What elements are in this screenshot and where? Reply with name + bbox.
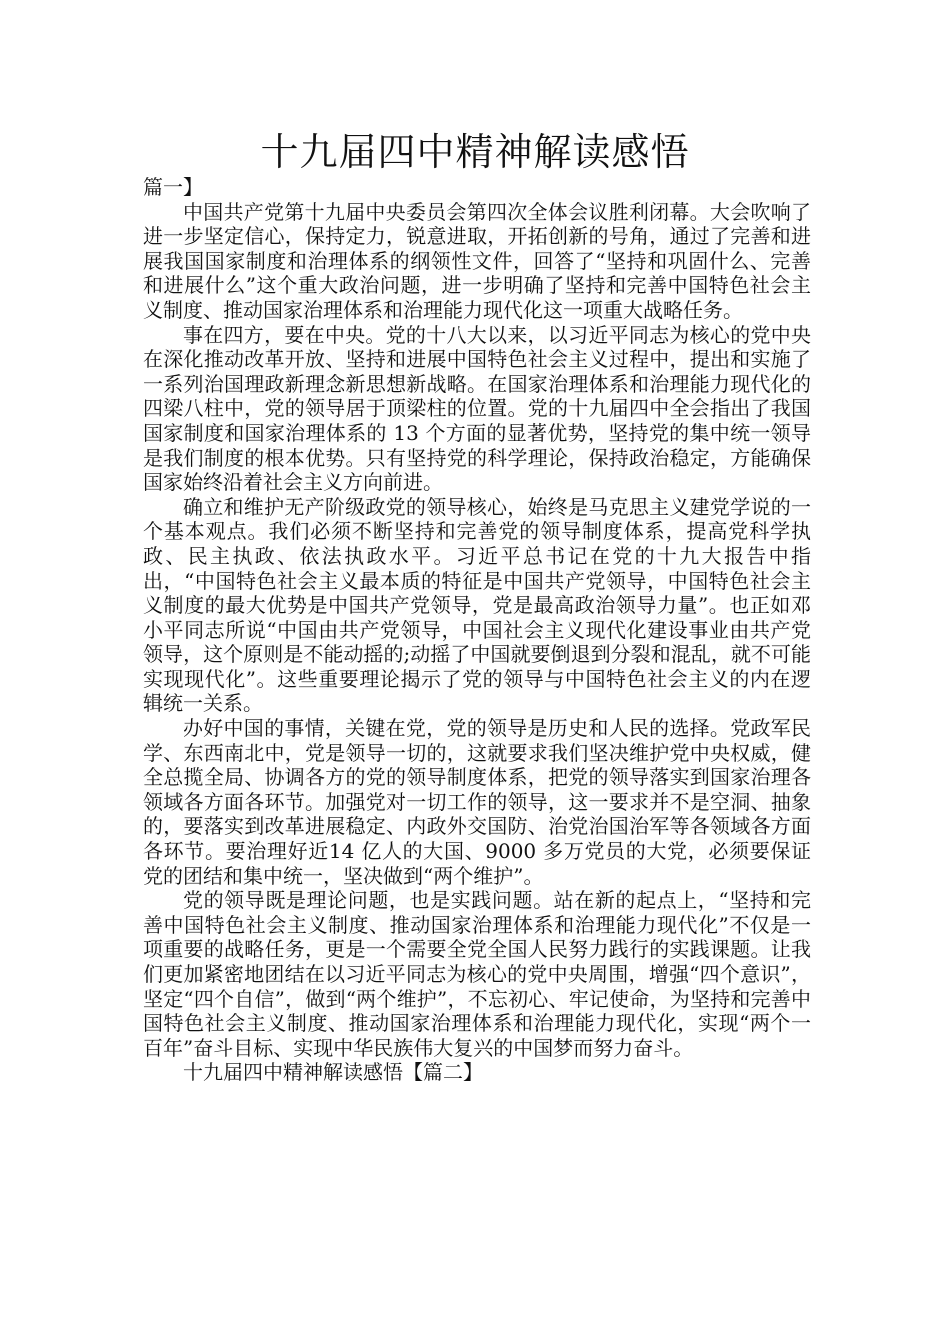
paragraph-3: 确立和维护无产阶级政党的领导核心，始终是马克思主义建党学说的一个基本观点。我们必须不断坚持和完善党的领导制度体系，提高党科学执政、民主执政、依法执政水平。习近平总书记在党的十九大报告中指出，“中国特色社会主义最本质的特征是中国共产党领导，中国特色社会主义制度的最大优势是中国共产党领导，党是最高政治领导力量”。也正如邓小平同志所说“中国由共产党领导，中国社会主义现代化建设事业由共产党领导，这个原则是不能动摇的;动摇了中国就要倒退到分裂和混乱，就不可能实现现代化”。这些重要理论揭示了党的领导与中国特色社会主义的内在逻辑统一关系。 — [143, 494, 811, 716]
document-title: 十九届四中精神解读感悟 — [260, 130, 690, 174]
paragraph-4: 办好中国的事情，关键在党，党的领导是历史和人民的选择。党政军民学、东西南北中，党是领导一切的，这就要求我们坚决维护党中央权威，健全总揽全局、协调各方的党的领导制度体系，把党的领导落实到国家治理各领域各方面各环节。加强党对一切工作的领导，这一要求并不是空洞、抽象的，要落实到改革进展稳定、内政外交国防、治党治国治军等各领域各方面各环节。要治理好近14 亿人的大国、9000 多万党员的大党，必须要保证党的团结和集中统一，坚决做到“两个维护”。 — [143, 716, 811, 888]
paragraph-5: 党的领导既是理论问题，也是实践问题。站在新的起点上，“坚持和完善中国特色社会主义制度、推动国家治理体系和治理能力现代化”不仅是一项重要的战略任务，更是一个需要全党全国人民努力践行的实践课题。让我们更加紧密地团结在以习近平同志为核心的党中央周围，增强“四个意识”，坚定“四个自信”，做到“两个维护”，不忘初心、牢记使命，为坚持和完善中国特色社会主义制度、推动国家治理体系和治理能力现代化，实现“两个一百年”奋斗目标、实现中华民族伟大复兴的中国梦而努力奋斗。 — [143, 888, 811, 1060]
document-body — [143, 175, 811, 1085]
paragraph-1: 中国共产党第十九届中央委员会第四次全体会议胜利闭幕。大会吹响了进一步坚定信心，保持定力，锐意进取，开拓创新的号角，通过了完善和进展我国国家制度和治理体系的纲领性文件，回答了“坚持和巩固什么、完善和进展什么”这个重大政治问题，进一步明确了坚持和完善中国特色社会主义制度、推动国家治理体系和治理能力现代化这一项重大战略任务。 — [143, 199, 811, 322]
section-label: 篇一】 — [143, 175, 203, 199]
next-section-heading: 十九届四中精神解读感悟【篇二】 — [183, 1060, 483, 1085]
paragraph-2: 事在四方，要在中央。党的十八大以来，以习近平同志为核心的党中央在深化推动改革开放、坚持和进展中国特色社会主义过程中，提出和实施了一系列治国理政新理念新思想新战略。在国家治理体系和治理能力现代化的四梁八柱中，党的领导居于顶梁柱的位置。党的十九届四中全会指出了我国国家制度和国家治理体系的 13 个方面的显著优势，坚持党的集中统一领导是我们制度的根本优势。只有坚持党的科学理论，保持政治稳定，方能确保国家始终沿着社会主义方向前进。 — [143, 322, 811, 495]
